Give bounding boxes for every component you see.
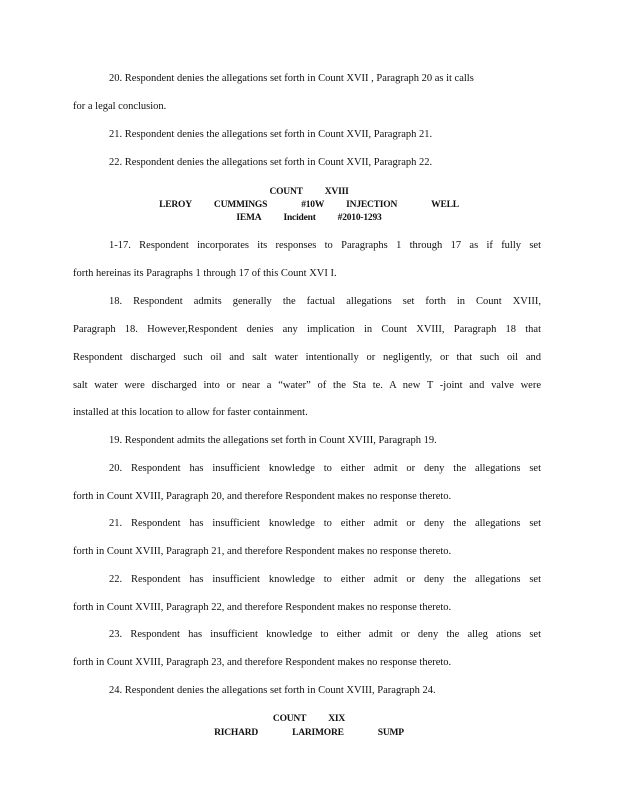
para-18-line-1: 18. Respondent admits generally the factual allegations set forth in Count XVIII, bbox=[109, 296, 541, 307]
para-20b-line-2: forth in Count XVIII, Paragraph 20, and therefore Respondent makes no response thereto. bbox=[73, 491, 452, 502]
sump-word-2: LARIMORE bbox=[292, 728, 344, 738]
sump-word-3: SUMP bbox=[377, 728, 404, 738]
count-xviii-heading bbox=[0, 186, 618, 198]
well-word-2: CUMMINGS bbox=[213, 200, 268, 210]
sump-heading bbox=[0, 727, 618, 739]
iema-word-1: IEMA bbox=[236, 213, 262, 223]
para-18-line-3: Respondent discharged such oil and salt water intentionally or negligently, or that such oil and bbox=[73, 352, 541, 363]
para-21-line: 21. Respondent denies the allegations set forth in Count XVII, Paragraph 21. bbox=[109, 129, 433, 140]
para-18-line-2: Paragraph 18. However,Respondent denies any implication in Count XVIII, Paragraph 18 that bbox=[73, 324, 541, 335]
para-18-line-5: installed at this location to allow for faster containment. bbox=[73, 407, 308, 418]
para-23-line-1: 23. Respondent has insufficient knowledge to either admit or deny the alleg ations set bbox=[109, 629, 541, 640]
count-xix-heading bbox=[0, 713, 618, 725]
iema-word-2: Incident bbox=[283, 213, 316, 223]
para-22-line: 22. Respondent denies the allegations set forth in Count XVII, Paragraph 22. bbox=[109, 157, 433, 168]
sump-word-1: RICHARD bbox=[214, 728, 259, 738]
para-21b-line-2: forth in Count XVIII, Paragraph 21, and therefore Respondent makes no response thereto. bbox=[73, 546, 452, 557]
count-number: XVIII bbox=[324, 187, 349, 197]
para-22b-line-1: 22. Respondent has insufficient knowledge to either admit or deny the allegations set bbox=[109, 574, 541, 585]
para-20-line-1: 20. Respondent denies the allegations set forth in Count XVII , Paragraph 20 as it calls bbox=[109, 73, 474, 84]
well-word-1: LEROY bbox=[159, 200, 192, 210]
well-heading bbox=[0, 199, 618, 211]
count-label: COUNT bbox=[269, 187, 303, 197]
iema-heading bbox=[0, 212, 618, 224]
para-23-line-2: forth in Count XVIII, Paragraph 23, and therefore Respondent makes no response thereto. bbox=[73, 657, 452, 668]
iema-word-3: #2010-1293 bbox=[337, 213, 382, 223]
para-18-line-4: salt water were discharged into or near a “water” of the Sta te. A new T -joint and valve were bbox=[73, 380, 541, 391]
para-1-17-line-1: 1-17. Respondent incorporates its responses to Paragraphs 1 through 17 as if fully set bbox=[109, 240, 541, 251]
para-1-17-line-2: forth hereinas its Paragraphs 1 through 17 of this Count XVI I. bbox=[73, 268, 337, 279]
para-24-line: 24. Respondent denies the allegations set forth in Count XVIII, Paragraph 24. bbox=[109, 685, 436, 696]
para-22b-line-2: forth in Count XVIII, Paragraph 22, and therefore Respondent makes no response thereto. bbox=[73, 602, 452, 613]
well-word-4: INJECTION bbox=[346, 200, 398, 210]
count-label: COUNT bbox=[272, 714, 307, 724]
well-word-3: #10W bbox=[301, 200, 325, 210]
para-20b-line-1: 20. Respondent has insufficient knowledge to either admit or deny the allegations set bbox=[109, 463, 541, 474]
para-21b-line-1: 21. Respondent has insufficient knowledge to either admit or deny the allegations set bbox=[109, 518, 541, 529]
para-20-line-2: for a legal conclusion. bbox=[73, 101, 167, 112]
para-19-line: 19. Respondent admits the allegations set forth in Count XVIII, Paragraph 19. bbox=[109, 435, 437, 446]
count-number: XIX bbox=[328, 714, 346, 724]
well-word-5: WELL bbox=[431, 200, 459, 210]
